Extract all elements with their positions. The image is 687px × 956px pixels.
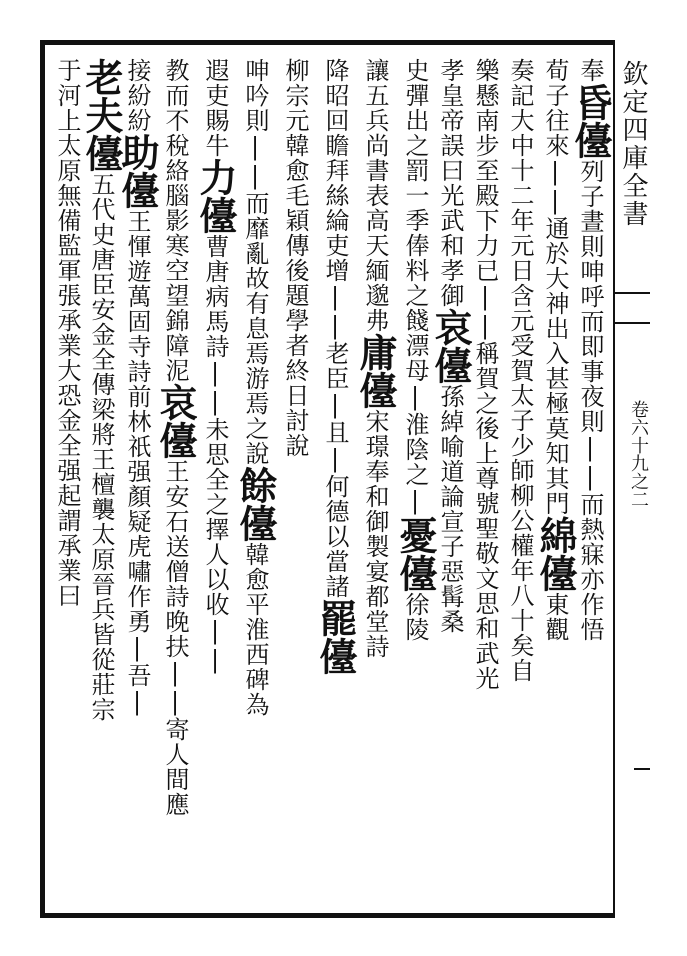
headword: 哀儓 <box>153 383 198 459</box>
column-text: 韓愈平淮西碑為 <box>241 542 269 717</box>
column-text: 徐陵 <box>401 592 429 642</box>
column-text: 之擇人以收|| <box>201 492 229 675</box>
headword: 餘儓 <box>233 466 278 542</box>
column-text: 曹唐病馬詩||未思全 <box>201 234 229 492</box>
column-text: 絡腦影寒空望錦障泥 <box>161 158 189 383</box>
text-column-4 <box>470 58 500 908</box>
column-text: 教而不稅 <box>161 58 189 158</box>
column-text: 荀子往來||通於大神出入甚極莫知其門 <box>541 58 569 516</box>
headword: 庸儓 <box>353 333 398 409</box>
column-text: 列子晝則呻呼而即事夜則||而熱寐亦作悟 <box>576 159 604 642</box>
column-text: 孫綽喻道論宣子惡髯桑 <box>436 384 464 634</box>
margin-chapter: 卷六十九之二 <box>628 400 649 508</box>
column-text: 樂懸南步至殿下力已||稱賀之後上尊號聖敬文思和武光 <box>471 58 499 691</box>
column-text: 讓五兵尚書表高天緬邈弗 <box>361 58 389 333</box>
column-text: 宋璟奉和御製宴都堂詩 <box>361 409 389 659</box>
column-text: 東觀 <box>541 592 569 642</box>
column-text: 柳宗元韓愈毛穎傳後題學者終日討說 <box>281 58 309 458</box>
headword: 罷儓 <box>313 599 358 675</box>
column-text: 五代史唐臣安金全傳梁將王檀襲太原晉兵皆從莊宗 <box>87 172 115 722</box>
column-text: 于河上太原無備監軍張承業大恐金全强起謂承業曰 <box>53 58 81 608</box>
headword: 憂儓 <box>393 516 438 592</box>
column-text: 孝皇帝誤曰光武和孝御 <box>436 58 464 308</box>
column-text: 接紛紛 <box>123 58 151 133</box>
margin-title: 欽定四庫全書 <box>618 60 648 228</box>
column-text: 降昭回瞻拜絲綸吏增|| <box>321 58 349 341</box>
text-column-5 <box>428 58 473 908</box>
margin-fold-mark <box>614 292 650 324</box>
text-column-13 <box>115 58 160 908</box>
text-column-2 <box>533 58 578 908</box>
column-text: 史彈出之罰一季俸料 <box>401 58 429 283</box>
column-text: 疑虎嘯作勇|吾| <box>123 509 151 717</box>
column-text: 呻吟則||而靡亂故有息焉游焉之說 <box>241 58 269 466</box>
column-text: 奉 <box>576 58 604 83</box>
text-column-7 <box>353 58 398 908</box>
headword: 綿儓 <box>533 516 578 592</box>
column-text: 扶||寄人間應 <box>161 634 189 817</box>
text-column-11 <box>193 58 238 908</box>
text-column-14 <box>79 58 124 908</box>
headword: 老夫儓 <box>79 58 124 172</box>
text-column-15 <box>52 58 82 908</box>
text-column-3 <box>505 58 535 908</box>
column-text: 遐吏賜牛 <box>201 58 229 158</box>
text-column-1 <box>568 58 613 908</box>
column-text: 王惲遊萬固寺詩前林 <box>123 209 151 434</box>
column-text: 老臣|且|何德以當諸 <box>321 341 349 599</box>
text-column-9 <box>280 58 310 908</box>
margin-tick <box>634 768 650 770</box>
column-text: 奏記大中十二年元日含元受賀太子少師柳公權年八十矣自 <box>506 58 534 683</box>
text-column-10 <box>233 58 278 908</box>
column-text: 之餞漂母|淮陰之| <box>401 283 429 516</box>
text-column-6 <box>393 58 438 908</box>
headword: 哀儓 <box>428 308 473 384</box>
column-text: 王安石送僧詩晚 <box>161 459 189 634</box>
column-text: 祇强顏 <box>123 434 151 509</box>
text-column-12 <box>153 58 198 908</box>
headword: 力儓 <box>193 158 238 234</box>
headword: 昏儓 <box>568 83 613 159</box>
text-column-8 <box>313 58 358 908</box>
headword: 助儓 <box>115 133 160 209</box>
